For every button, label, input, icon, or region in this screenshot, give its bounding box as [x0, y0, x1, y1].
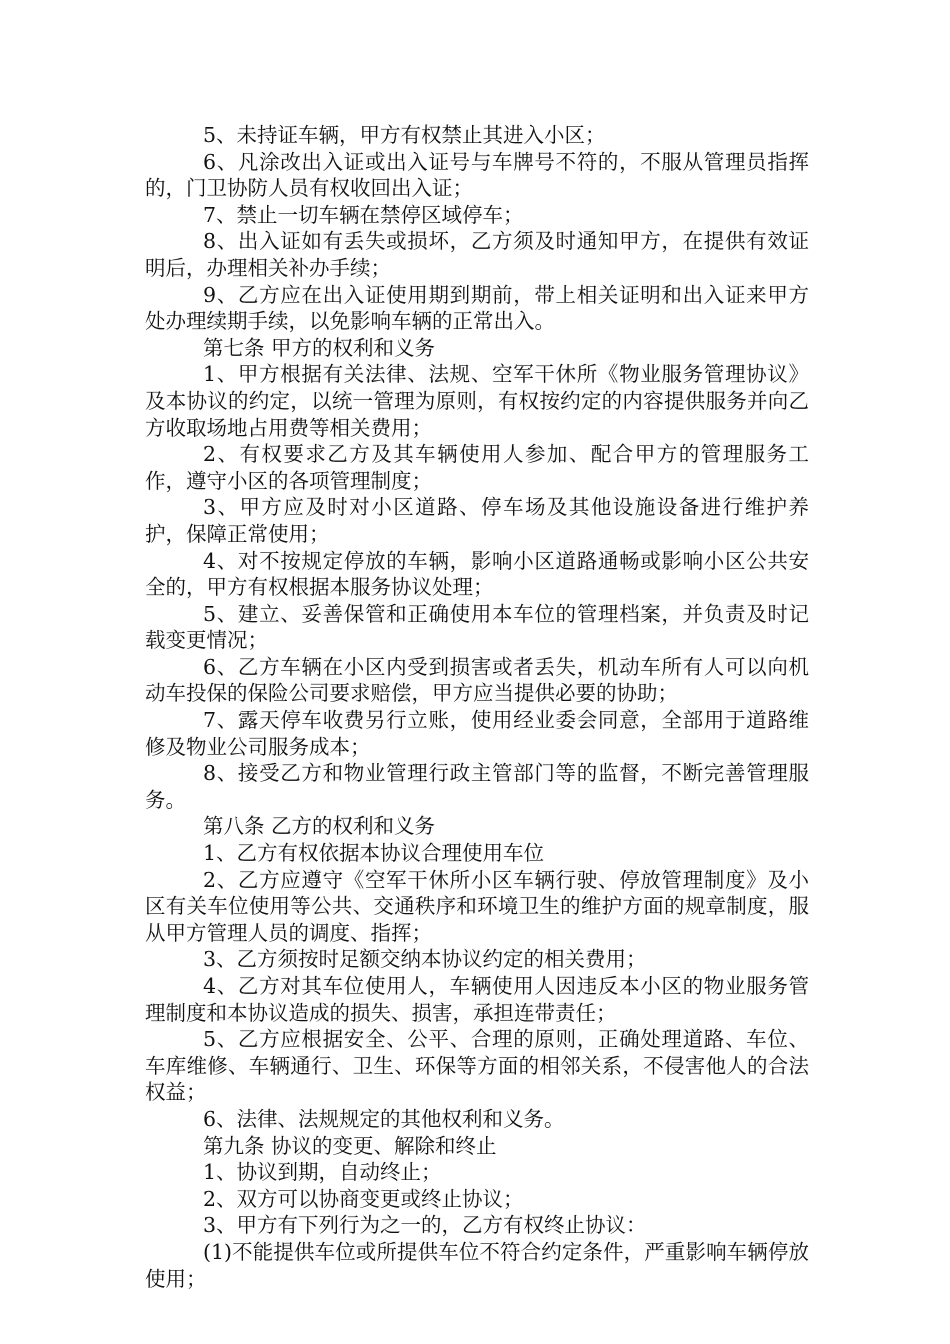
clause-paragraph: 9、乙方应在出入证使用期到期前，带上相关证明和出入证来甲方处办理续期手续，以免影响车辆的正常出入。: [145, 282, 809, 334]
document-body: [145, 122, 809, 1292]
clause-paragraph: 2、有权要求乙方及其车辆使用人参加、配合甲方的管理服务工作，遵守小区的各项管理制度；: [145, 442, 809, 493]
clause-paragraph: 5、建立、妥善保管和正确使用本车位的管理档案，并负责及时记载变更情况；: [145, 601, 809, 653]
section-heading-article-8: 第八条 乙方的权利和义务: [203, 814, 436, 839]
clause-paragraph: 1、甲方根据有关法律、法规、空军干休所《物业服务管理协议》及本协议的约定，以统一管理为原则，有权按约定的内容提供服务并向乙方收取场地占用费等相关费用；: [145, 362, 809, 440]
clause-paragraph: 5、乙方应根据安全、公平、合理的原则，正确处理道路、车位、车库维修、车辆通行、卫生、环保等方面的相邻关系，不侵害他人的合法权益；: [145, 1027, 809, 1105]
clause-paragraph: 6、凡涂改出入证或出入证号与车牌号不符的，不服从管理员指挥的，门卫协防人员有权收回出入证；: [145, 149, 809, 201]
clause-paragraph: (1)不能提供车位或所提供车位不符合约定条件，严重影响车辆停放使用；: [145, 1239, 809, 1291]
clause-paragraph: 4、对不按规定停放的车辆，影响小区道路通畅或影响小区公共安全的，甲方有权根据本服务协议处理；: [145, 548, 809, 600]
clause-paragraph: 2、乙方应遵守《空军干休所小区车辆行驶、停放管理制度》及小区有关车位使用等公共、交通秩序和环境卫生的维护方面的规章制度，服从甲方管理人员的调度、指挥；: [145, 867, 809, 945]
clause-paragraph: 5、未持证车辆，甲方有权禁止其进入小区；: [203, 123, 606, 147]
clause-paragraph: 1、协议到期，自动终止；: [203, 1160, 442, 1185]
clause-paragraph: 4、乙方对其车位使用人，车辆使用人因违反本小区的物业服务管理制度和本协议造成的损失、损害，承担连带责任；: [145, 974, 809, 1025]
section-heading-article-9: 第九条 协议的变更、解除和终止: [203, 1133, 497, 1158]
clause-paragraph: 3、甲方有下列行为之一的，乙方有权终止协议：: [203, 1213, 647, 1238]
clause-paragraph: 8、出入证如有丢失或损坏，乙方须及时通知甲方，在提供有效证明后，办理相关补办手续；: [145, 229, 809, 280]
clause-paragraph: 7、露天停车收费另行立账，使用经业委会同意，全部用于道路维修及物业公司服务成本；: [145, 708, 809, 759]
clause-paragraph: 2、双方可以协商变更或终止协议；: [203, 1186, 524, 1211]
clause-paragraph: 1、乙方有权依据本协议合理使用车位: [203, 841, 545, 866]
section-heading-article-7: 第七条 甲方的权利和义务: [203, 335, 436, 360]
clause-paragraph: 6、乙方车辆在小区内受到损害或者丢失，机动车所有人可以向机动车投保的保险公司要求赔偿，甲方应当提供必要的协助；: [145, 654, 809, 706]
clause-paragraph: 6、法律、法规规定的其他权利和义务。: [203, 1106, 565, 1131]
clause-paragraph: 7、禁止一切车辆在禁停区域停车；: [203, 202, 524, 227]
clause-paragraph: 3、甲方应及时对小区道路、停车场及其他设施设备进行维护养护，保障正常使用；: [145, 495, 809, 546]
clause-paragraph: 8、接受乙方和物业管理行政主管部门等的监督，不断完善管理服务。: [145, 761, 809, 812]
clause-paragraph: 3、乙方须按时足额交纳本协议约定的相关费用；: [203, 947, 647, 972]
